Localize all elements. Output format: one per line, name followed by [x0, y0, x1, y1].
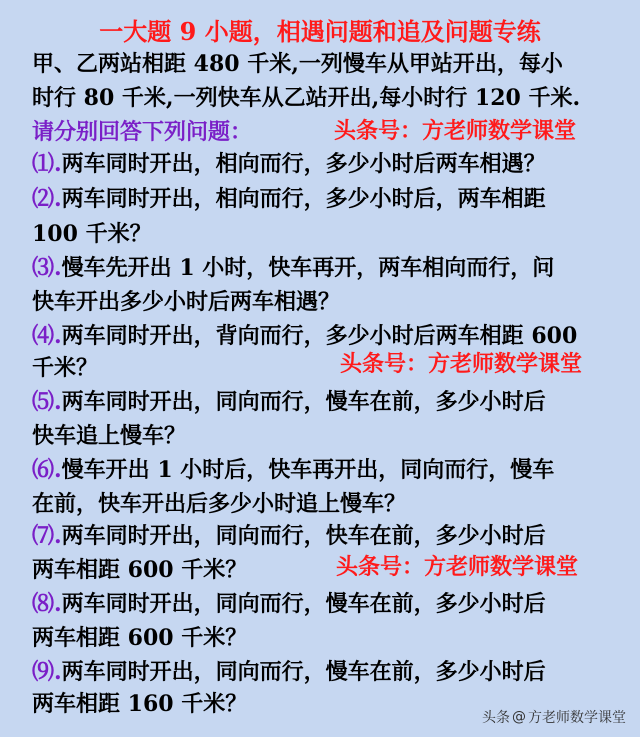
question-2 — [32, 185, 546, 213]
question-number: ⑻. — [32, 591, 62, 617]
question-9-cont: 两车相距 160 千米？ — [32, 691, 248, 717]
question-text: 慢车先开出 1 小时，快车再开，两车相向而行，问 — [61, 255, 555, 281]
question-number: ⑼. — [32, 659, 62, 685]
question-number: ⑷. — [32, 323, 62, 349]
question-number: ⑶. — [32, 255, 62, 281]
question-5 — [32, 388, 546, 416]
question-4 — [32, 322, 577, 350]
question-1 — [32, 150, 546, 178]
question-text: 两车同时开出，相向而行，多少小时后两车相遇？ — [61, 151, 546, 177]
question-number: ⑺. — [32, 523, 62, 549]
question-9 — [32, 658, 546, 686]
prompt-text: 请分别回答下列问题： — [32, 119, 253, 145]
question-text: 两车同时开出，相向而行，多少小时后，两车相距 — [61, 186, 546, 212]
question-5-cont: 快车追上慢车？ — [32, 423, 187, 449]
question-number: ⑸. — [32, 389, 62, 415]
question-4-cont: 千米？ — [32, 355, 99, 381]
question-text: 两车同时开出，同向而行，慢车在前，多少小时后 — [61, 659, 546, 685]
account-name: 方老师数学课堂 — [528, 710, 626, 726]
intro-line-1: 甲、乙两站相距 480 千米,一列慢车从甲站开出，每小 — [32, 51, 563, 77]
question-8 — [32, 590, 546, 618]
question-7-cont: 两车相距 600 千米？ — [32, 557, 248, 583]
source-label: 头条 — [482, 710, 510, 726]
question-8-cont: 两车相距 600 千米？ — [32, 625, 248, 651]
question-text: 两车同时开出，同向而行，快车在前，多少小时后 — [61, 523, 546, 549]
question-text: 两车同时开出，背向而行，多少小时后两车相距 600 — [61, 323, 578, 349]
watermark-1: 头条号：方老师数学课堂 — [334, 118, 577, 144]
question-number: ⑵. — [32, 186, 62, 212]
footer-attribution — [482, 707, 626, 727]
question-text: 慢车开出 1 小时后，快车再开出，同向而行，慢车 — [61, 457, 555, 483]
watermark-3: 头条号：方老师数学课堂 — [336, 554, 579, 580]
question-number: ⑴. — [32, 151, 62, 177]
question-3-cont: 快车开出多少小时后两车相遇？ — [32, 289, 341, 315]
document-title: 一大题 9 小题，相遇问题和追及问题专练 — [99, 17, 541, 46]
watermark-2: 头条号：方老师数学课堂 — [340, 351, 583, 377]
question-6-cont: 在前，快车开出后多少小时追上慢车？ — [32, 491, 407, 517]
question-text: 两车同时开出，同向而行，慢车在前，多少小时后 — [61, 591, 546, 617]
intro-line-2: 时行 80 千米,一列快车从乙站开出,每小时行 120 千米. — [32, 85, 581, 111]
question-number: ⑹. — [32, 457, 62, 483]
question-2-cont: 100 千米？ — [32, 221, 152, 247]
question-text: 两车同时开出，同向而行，慢车在前，多少小时后 — [61, 389, 546, 415]
question-7 — [32, 522, 546, 550]
question-6 — [32, 456, 554, 484]
at-icon: @ — [512, 709, 526, 725]
question-3 — [32, 254, 554, 282]
